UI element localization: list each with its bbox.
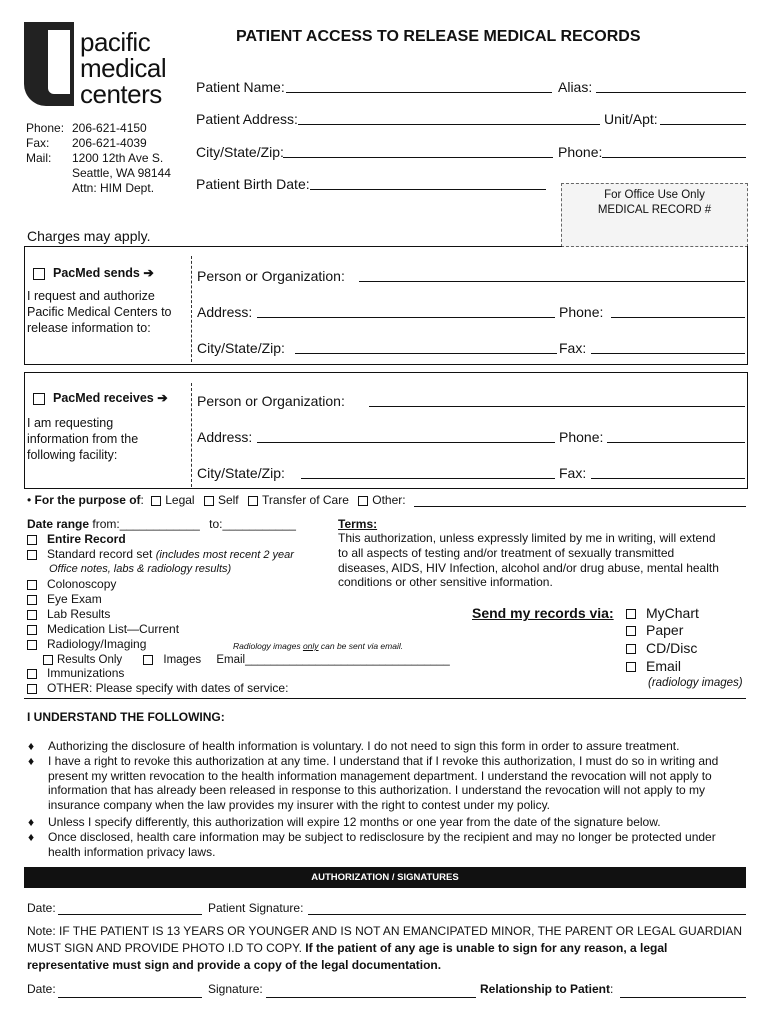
record-immunizations[interactable] — [27, 666, 124, 681]
sends-desc-2: Pacific Medical Centers to — [27, 305, 172, 319]
results-only-checkbox[interactable] — [43, 655, 53, 665]
receives-desc-2: information from the — [27, 432, 139, 446]
birth-date-field[interactable] — [310, 189, 546, 190]
record-other-label: OTHER: Please specify with dates of service: — [47, 681, 289, 695]
images-label: Images — [163, 654, 202, 666]
sends-csz-field[interactable] — [295, 353, 557, 354]
record-eye[interactable] — [27, 592, 102, 607]
sends-divider — [191, 256, 192, 362]
terms-line-4: conditions or other sensitive information. — [338, 575, 553, 589]
section-divider — [24, 698, 746, 699]
receives-fax-field[interactable] — [591, 478, 745, 479]
record-entire[interactable] — [27, 532, 126, 547]
sends-person-field[interactable] — [359, 281, 745, 282]
logo-mark-icon — [24, 22, 74, 106]
mail-line-1: 1200 12th Ave S. — [72, 151, 164, 165]
logo-text-centers: centers — [80, 79, 162, 109]
purpose-self-label: Self — [217, 493, 239, 507]
purpose-other-field[interactable] — [414, 506, 746, 507]
logo — [24, 22, 169, 112]
relationship-label-text: Relationship to Patient — [480, 982, 611, 996]
sends-option[interactable] — [33, 265, 154, 280]
receives-address-field[interactable] — [257, 442, 555, 443]
office-use-box — [561, 183, 748, 247]
receives-divider — [191, 383, 192, 487]
authorization-banner-label: AUTHORIZATION / SIGNATURES — [311, 872, 459, 883]
patient-phone-field[interactable] — [602, 157, 746, 158]
record-standard-label: Standard record set — [47, 547, 153, 561]
date-range-row — [27, 517, 296, 531]
understand-item-3 — [28, 815, 744, 830]
sends-fax-field[interactable] — [591, 353, 745, 354]
purpose-other-label: Other: — [372, 493, 406, 507]
patient-address-label: Patient Address: — [196, 111, 298, 127]
receives-csz-label: City/State/Zip: — [197, 465, 285, 481]
record-colonoscopy-label: Colonoscopy — [47, 577, 117, 591]
form-title: PATIENT ACCESS TO RELEASE MEDICAL RECORDS — [236, 28, 641, 45]
record-other[interactable] — [27, 681, 288, 696]
charges-note: Charges may apply. — [27, 228, 151, 244]
relationship-colon: : — [610, 982, 614, 996]
logo-text-medical: medical — [80, 53, 167, 83]
record-standard-note-2: Office notes, labs & radiology results) — [49, 563, 232, 575]
record-radiology-label: Radiology/Imaging — [47, 637, 147, 651]
send-via-mychart-label: MyChart — [646, 605, 699, 621]
patient-address-field[interactable] — [298, 124, 600, 125]
images-checkbox[interactable] — [143, 655, 153, 665]
patient-name-field[interactable] — [286, 92, 552, 93]
record-lab-label: Lab Results — [47, 607, 111, 621]
patient-phone-label: Phone: — [558, 144, 603, 160]
patient-csz-label: City/State/Zip: — [196, 144, 284, 160]
understand-item-1 — [28, 739, 744, 754]
sign-date2-field[interactable] — [58, 997, 202, 998]
diamond-bullet-icon: ♦ — [28, 815, 35, 829]
sends-phone-label: Phone: — [559, 304, 604, 320]
receives-phone-field[interactable] — [607, 442, 745, 443]
fax-value: 206-621-4039 — [72, 136, 147, 150]
record-colonoscopy[interactable] — [27, 577, 116, 592]
fax-label: Fax: — [26, 136, 50, 150]
receives-phone-label: Phone: — [559, 429, 604, 445]
alias-label: Alias: — [558, 79, 593, 95]
sign-date-field[interactable] — [58, 914, 202, 915]
record-lab[interactable] — [27, 607, 110, 622]
mail-label: Mail: — [26, 151, 52, 165]
radiology-note-pre: Radiology images — [233, 641, 303, 651]
purpose-legal-checkbox[interactable] — [151, 496, 161, 506]
sends-fax-label: Fax: — [559, 340, 587, 356]
radiology-email-field[interactable]: Email________________________________ — [216, 654, 450, 666]
understand-title: I UNDERSTAND THE FOLLOWING: — [27, 710, 225, 724]
send-via-cd[interactable] — [626, 640, 697, 658]
purpose-bullet: • — [27, 493, 32, 507]
receives-section — [24, 372, 748, 489]
understand-item-4 — [28, 830, 744, 859]
purpose-self-checkbox[interactable] — [204, 496, 214, 506]
receives-desc-3: following facility: — [27, 448, 118, 462]
purpose-transfer-checkbox[interactable] — [248, 496, 258, 506]
send-via-email-label: Email — [646, 658, 682, 674]
sends-checkbox[interactable] — [33, 268, 45, 280]
diamond-bullet-icon: ♦ — [28, 754, 35, 768]
receives-checkbox[interactable] — [33, 393, 45, 405]
receives-csz-field[interactable] — [301, 478, 555, 479]
record-immunizations-label: Immunizations — [47, 666, 125, 680]
guardian-note-text: Note: IF THE PATIENT IS 13 YEARS OR YOUNGER AND IS NOT AN EMANCIPATED MINOR, THE PARENT OR LEGAL GUARDIAN MUST SIGN AND PROVIDE PHOTO I.D TO COPY. — [27, 924, 743, 955]
radiology-note-post: can be sent via email. — [318, 641, 404, 651]
record-eye-label: Eye Exam — [47, 592, 102, 606]
receives-title: PacMed receives ➔ — [53, 391, 168, 405]
sign-date2-label: Date: — [27, 982, 56, 996]
sends-csz-label: City/State/Zip: — [197, 340, 285, 356]
patient-name-label: Patient Name: — [196, 79, 285, 95]
guardian-note-bold: If the patient of any age is unable to sign for any reason, a legal representative must sign and provide a copy of the legal documentation. — [27, 941, 668, 972]
relationship-label — [480, 982, 613, 996]
record-medication[interactable] — [27, 622, 179, 637]
terms-line-2: to all aspects of testing and/or treatment of sexually transmitted — [338, 546, 675, 560]
terms-line-1: This authorization, unless expressly limited by me in writing, will extend — [338, 531, 716, 545]
record-standard-note: (includes most recent 2 year — [155, 549, 294, 561]
receives-desc-1: I am requesting — [27, 416, 114, 430]
send-via-mychart[interactable] — [626, 605, 699, 623]
sends-section — [24, 246, 748, 365]
receives-person-field[interactable] — [369, 406, 745, 407]
sends-desc-3: release information to: — [27, 321, 151, 335]
sends-address-field[interactable] — [257, 317, 555, 318]
send-via-label: Send my records via: — [472, 605, 614, 621]
unit-label: Unit/Apt: — [604, 111, 658, 127]
send-via-email[interactable] — [626, 658, 681, 676]
signature-label: Signature: — [208, 982, 263, 996]
results-only-label: Results Only — [57, 654, 123, 666]
mail-line-3: Attn: HIM Dept. — [72, 181, 155, 195]
alias-field[interactable] — [596, 92, 746, 93]
understand-text-1: Authorizing the disclosure of health information is voluntary. I do not need to sign this form in order to assure treatment. — [48, 739, 680, 753]
phone-value: 206-621-4150 — [72, 121, 147, 135]
diamond-bullet-icon: ♦ — [28, 830, 35, 844]
send-via-email-note: (radiology images) — [648, 677, 743, 689]
send-via-paper-label: Paper — [646, 622, 684, 638]
purpose-transfer-label: Transfer of Care — [261, 493, 349, 507]
signature-field[interactable] — [266, 997, 476, 998]
office-use-label: For Office Use Only — [604, 189, 705, 201]
terms-title: Terms: — [338, 517, 378, 531]
logo-text-pacific: pacific — [80, 27, 151, 57]
birth-date-label: Patient Birth Date: — [196, 176, 310, 192]
receives-address-label: Address: — [197, 429, 253, 445]
radiology-note-only: only — [302, 641, 319, 651]
record-entire-label: Entire Record — [47, 532, 126, 546]
sends-phone-field[interactable] — [611, 317, 745, 318]
receives-option[interactable] — [33, 390, 168, 405]
date-range-to[interactable]: to:___________ — [209, 517, 296, 531]
record-radiology[interactable] — [27, 637, 146, 652]
send-via-cd-label: CD/Disc — [646, 640, 698, 656]
sends-desc-1: I request and authorize — [27, 289, 155, 303]
diamond-bullet-icon: ♦ — [28, 739, 35, 753]
record-medication-label: Medication List—Current — [47, 622, 180, 636]
purpose-row — [27, 493, 406, 507]
patient-signature-field[interactable] — [308, 914, 746, 915]
date-range-from[interactable]: from:____________ — [92, 517, 200, 531]
receives-fax-label: Fax: — [559, 465, 587, 481]
receives-person-label: Person or Organization: — [197, 393, 345, 409]
understand-text-4: Once disclosed, health care information may be subject to redisclosure by the recipient and may no longer be protected under health information privacy laws. — [48, 830, 716, 859]
sends-address-label: Address: — [197, 304, 253, 320]
understand-text-2: I have a right to revoke this authorization at any time. I understand that if I revoke this authorization, I must do so in writing and present my written revocation to the health information management department. I understand the revocation will not apply to information that has already been released in response to this authorization. I understand the revocation will not apply to my insurance company when the law provides my insurer with the right to contest under my policy. — [48, 754, 719, 812]
patient-signature-label: Patient Signature: — [208, 901, 304, 915]
sign-date-label: Date: — [27, 901, 56, 915]
sends-title: PacMed sends ➔ — [53, 266, 154, 280]
understand-text-3: Unless I specify differently, this authorization will expire 12 months or one year from the date of the signature below. — [48, 815, 661, 829]
mail-line-2: Seattle, WA 98144 — [72, 166, 171, 180]
relationship-field[interactable] — [620, 997, 746, 998]
terms-line-3: diseases, AIDS, HIV Infection, alcohol and/or drug abuse, mental health — [338, 561, 719, 575]
phone-label: Phone: — [26, 121, 65, 135]
record-standard[interactable] — [27, 547, 294, 563]
date-range-label: Date range — [27, 517, 90, 531]
purpose-label: For the purpose of — [34, 493, 141, 507]
sends-person-label: Person or Organization: — [197, 268, 345, 284]
unit-field[interactable] — [660, 124, 746, 125]
send-via-paper[interactable] — [626, 622, 683, 640]
understand-item-2 — [28, 754, 744, 812]
purpose-legal-label: Legal — [165, 493, 195, 507]
purpose-other-checkbox[interactable] — [358, 496, 368, 506]
guardian-note — [27, 923, 747, 974]
medical-record-label: MEDICAL RECORD # — [597, 204, 712, 216]
authorization-banner — [24, 867, 746, 888]
patient-csz-field[interactable] — [283, 157, 553, 158]
purpose-colon: : — [140, 493, 144, 507]
radiology-note — [233, 639, 403, 654]
